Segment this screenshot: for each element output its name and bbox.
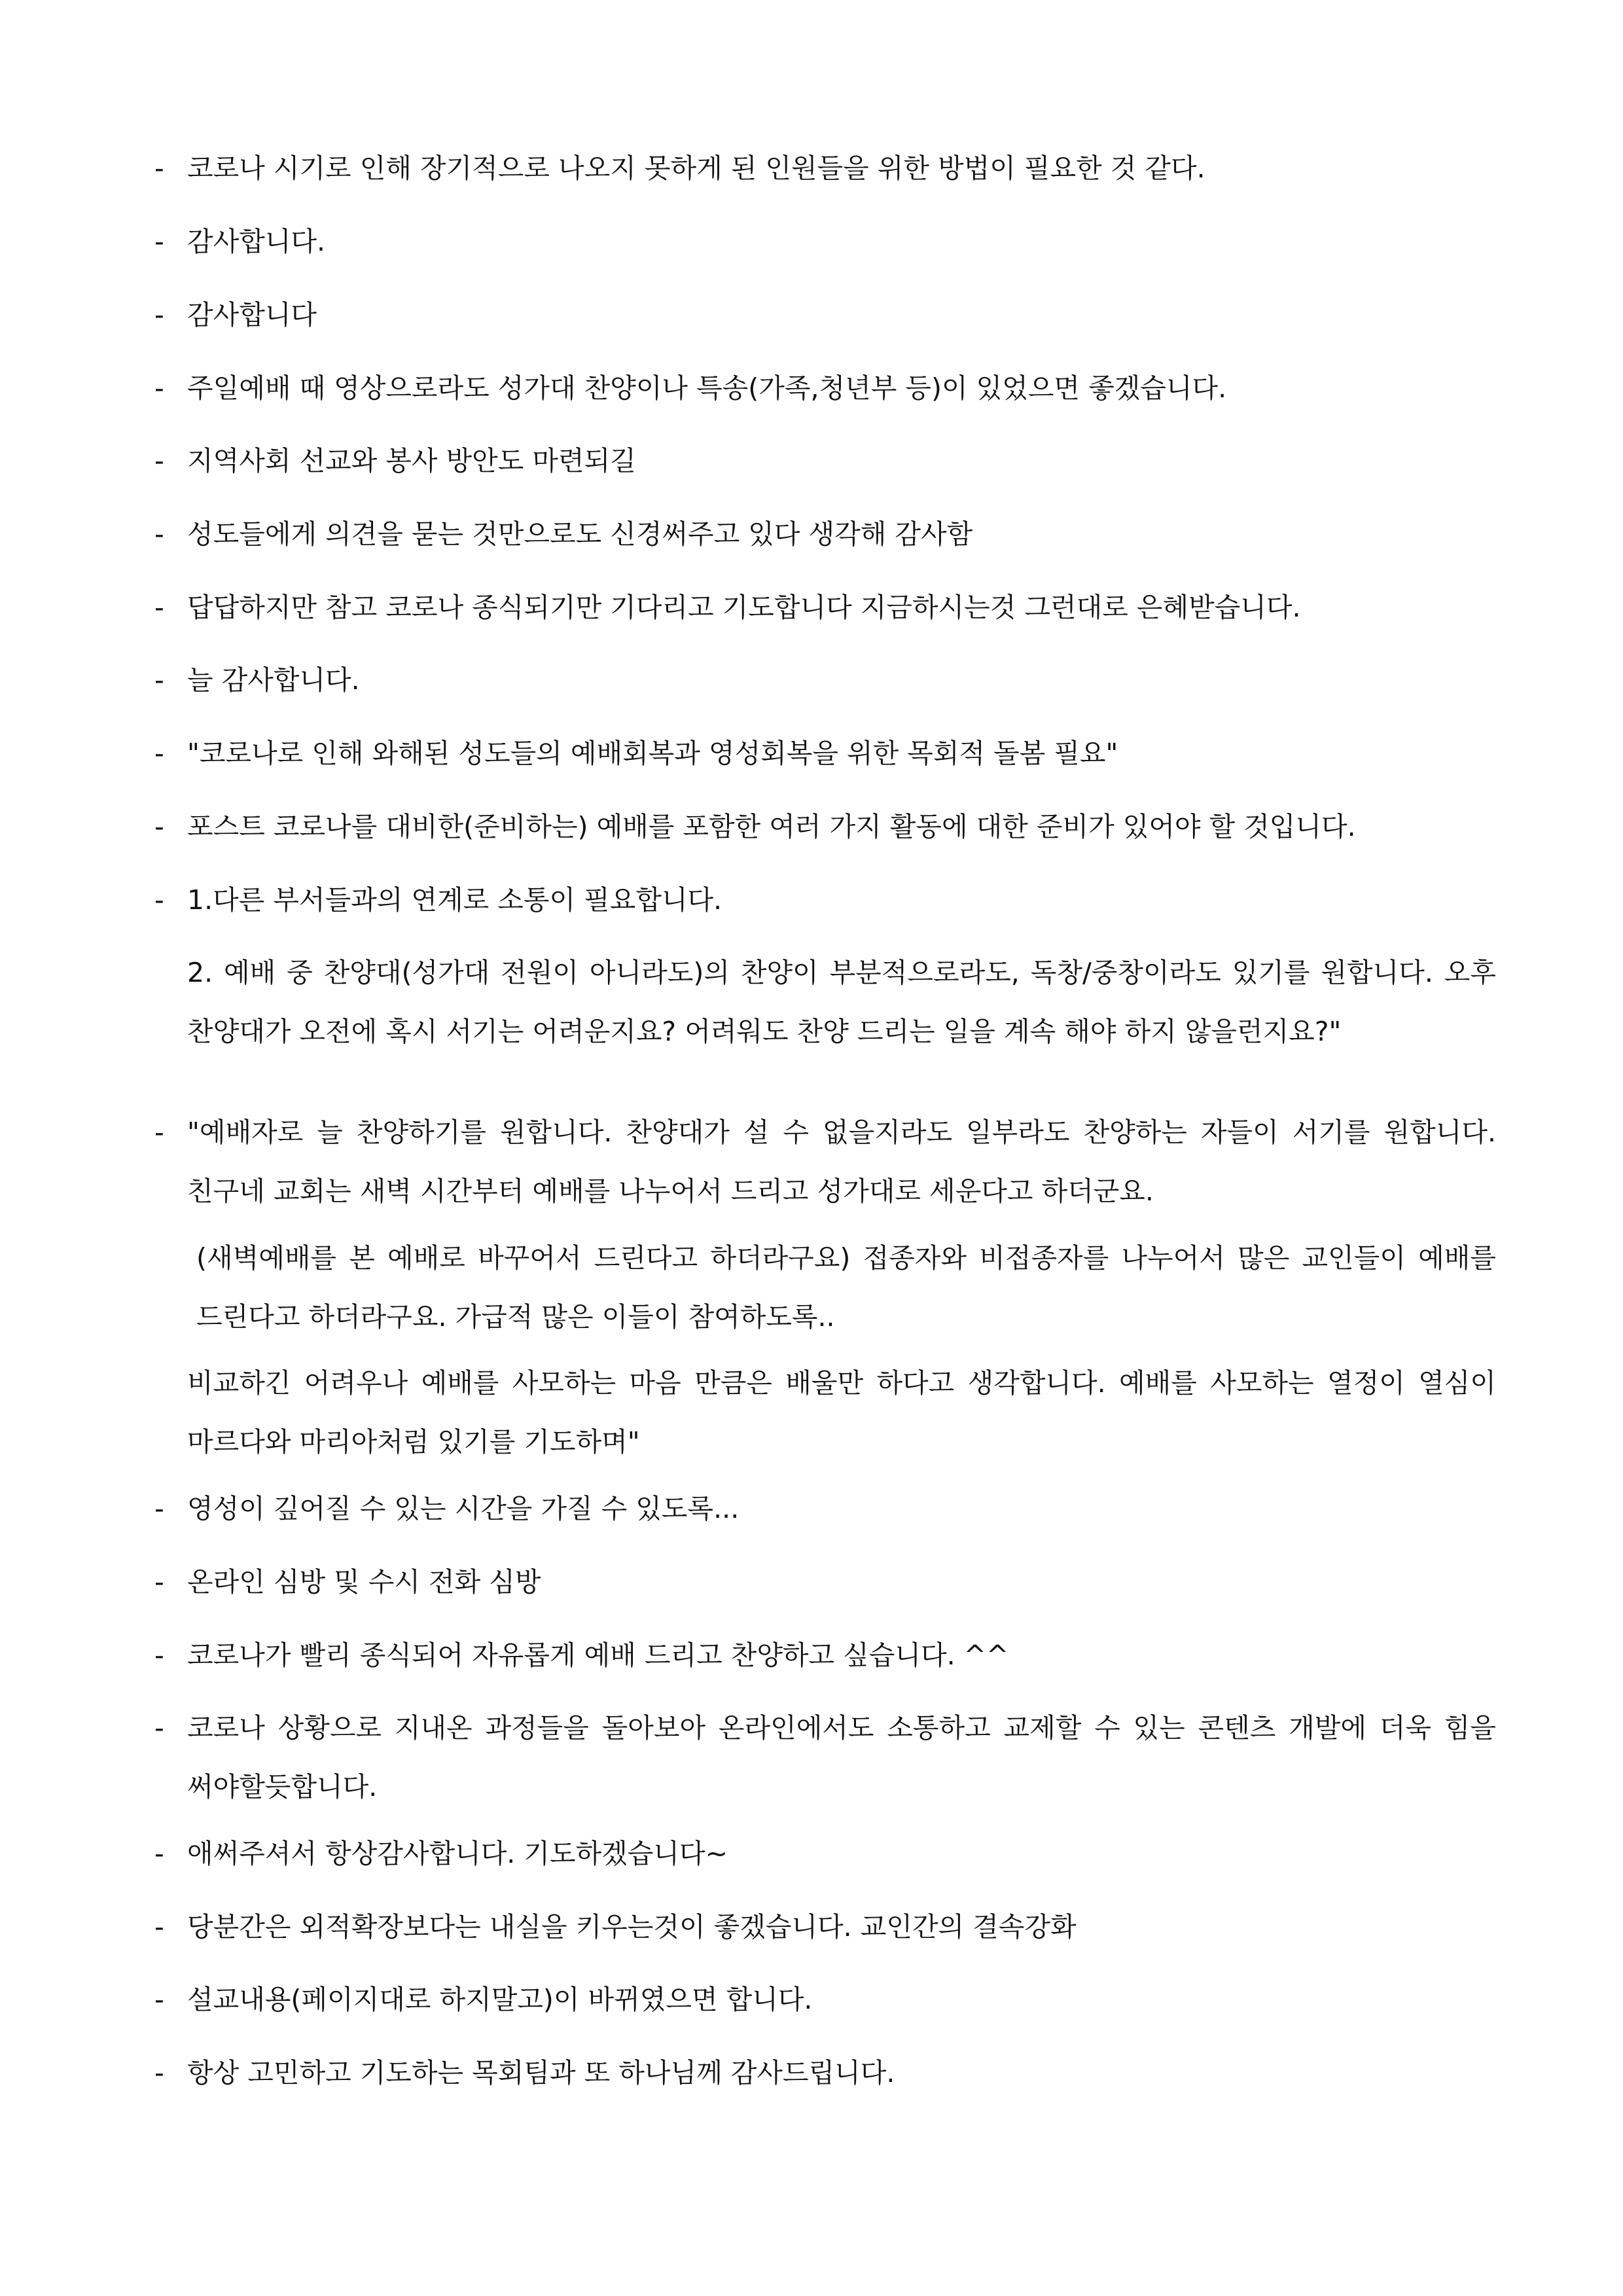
item-text: 지역사회 선교와 봉사 방안도 마련되길: [187, 445, 636, 476]
item-text: 애써주셔서 항상감사합니다. 기도하겠습니다~: [187, 1838, 728, 1869]
bullet-dash: -: [154, 2057, 164, 2089]
bullet-dash: -: [154, 811, 164, 842]
item-text: 성도들에게 의견을 묻는 것만으로도 신경써주고 있다 생각해 감사함: [187, 518, 973, 550]
bullet-dash: -: [154, 372, 164, 404]
item-text: 설교내용(페이지대로 하지말고)이 바뀌였으면 합니다.: [187, 1984, 813, 2015]
bullet-dash: -: [154, 1117, 164, 1148]
item-text: (새벽예배를 본 예배로 바꾸어서 드린다고 하더라구요) 접종자와 비접종자를 나누어서 많은 교인들이 예배를 드린다고 하더라구요. 가급적 많은 이들이 참여하도록..: [196, 1242, 1496, 1333]
item-text: "예배자로 늘 찬양하기를 원합니다. 찬양대가 설 수 없을지라도 일부라도 찬양하는 자들이 서기를 원합니다. 친구네 교회는 새벽 시간부터 예배를 나누어서 드리고 성가대로 세운다고 하더군요.: [187, 1117, 1496, 1207]
item-text: 주일예배 때 영상으로라도 성가대 찬양이나 특송(가족,청년부 등)이 있었으면 좋겠습니다.: [187, 372, 1227, 404]
item-text: 2. 예배 중 찬양대(성가대 전원이 아니라도)의 찬양이 부분적으로라도, 독창/중창이라도 있기를 원합니다. 오후 찬양대가 오전에 혹시 서기는 어려운지요? 어려워도 찬양 드리는 일을 계속 해야 하지 않을런지요?": [187, 957, 1496, 1047]
bullet-dash: -: [154, 1838, 164, 1869]
bullet-dash: -: [154, 664, 164, 696]
item-text: 온라인 심방 및 수시 전화 심방: [187, 1566, 541, 1598]
item-text: 답답하지만 참고 코로나 종식되기만 기다리고 기도합니다 지금하시는것 그런대로 은혜받습니다.: [187, 592, 1301, 623]
item-text: 늘 감사합니다.: [187, 664, 360, 696]
item-text: 코로나 상황으로 지내온 과정들을 돌아보아 온라인에서도 소통하고 교제할 수 있는 콘텐츠 개발에 더욱 힘을 써야할듯합니다.: [187, 1712, 1496, 1803]
item-text: 항상 고민하고 기도하는 목회팀과 또 하나님께 감사드립니다.: [187, 2057, 895, 2089]
bullet-dash: -: [154, 445, 164, 476]
bullet-dash: -: [154, 1984, 164, 2015]
item-text: 포스트 코로나를 대비한(준비하는) 예배를 포함한 여러 가지 활동에 대한 준비가 있어야 할 것입니다.: [187, 811, 1356, 842]
bullet-dash: -: [154, 738, 164, 769]
bullet-dash: -: [154, 1493, 164, 1524]
item-text: 1.다른 부서들과의 연계로 소통이 필요합니다.: [187, 884, 722, 916]
bullet-dash: -: [154, 884, 164, 916]
bullet-dash: -: [154, 226, 164, 257]
item-text: 영성이 깊어질 수 있는 시간을 가질 수 있도록...: [187, 1493, 740, 1524]
bullet-dash: -: [154, 1712, 164, 1744]
item-text: 감사합니다.: [187, 226, 326, 257]
bullet-dash: -: [154, 1566, 164, 1598]
bullet-dash: -: [154, 592, 164, 623]
bullet-dash: -: [154, 299, 164, 331]
item-text: 코로나 시기로 인해 장기적으로 나오지 못하게 된 인원들을 위한 방법이 필요한 것 같다.: [187, 152, 1205, 184]
item-text: "코로나로 인해 와해된 성도들의 예배회복과 영성회복을 위한 목회적 돌봄 필요": [187, 738, 1118, 769]
bullet-dash: -: [154, 1911, 164, 1943]
bullet-dash: -: [154, 1640, 164, 1671]
item-text: 당분간은 외적확장보다는 내실을 키우는것이 좋겠습니다. 교인간의 결속강화: [187, 1911, 1077, 1943]
item-text: 감사합니다: [187, 299, 317, 331]
item-text: 코로나가 빨리 종식되어 자유롭게 예배 드리고 찬양하고 싶습니다. ^^: [187, 1640, 1009, 1671]
item-text: 비교하긴 어려우나 예배를 사모하는 마음 만큼은 배울만 하다고 생각합니다. 예배를 사모하는 열정이 열심이 마르다와 마리아처럼 있기를 기도하며": [187, 1367, 1496, 1458]
bullet-dash: -: [154, 152, 164, 184]
bullet-dash: -: [154, 518, 164, 550]
